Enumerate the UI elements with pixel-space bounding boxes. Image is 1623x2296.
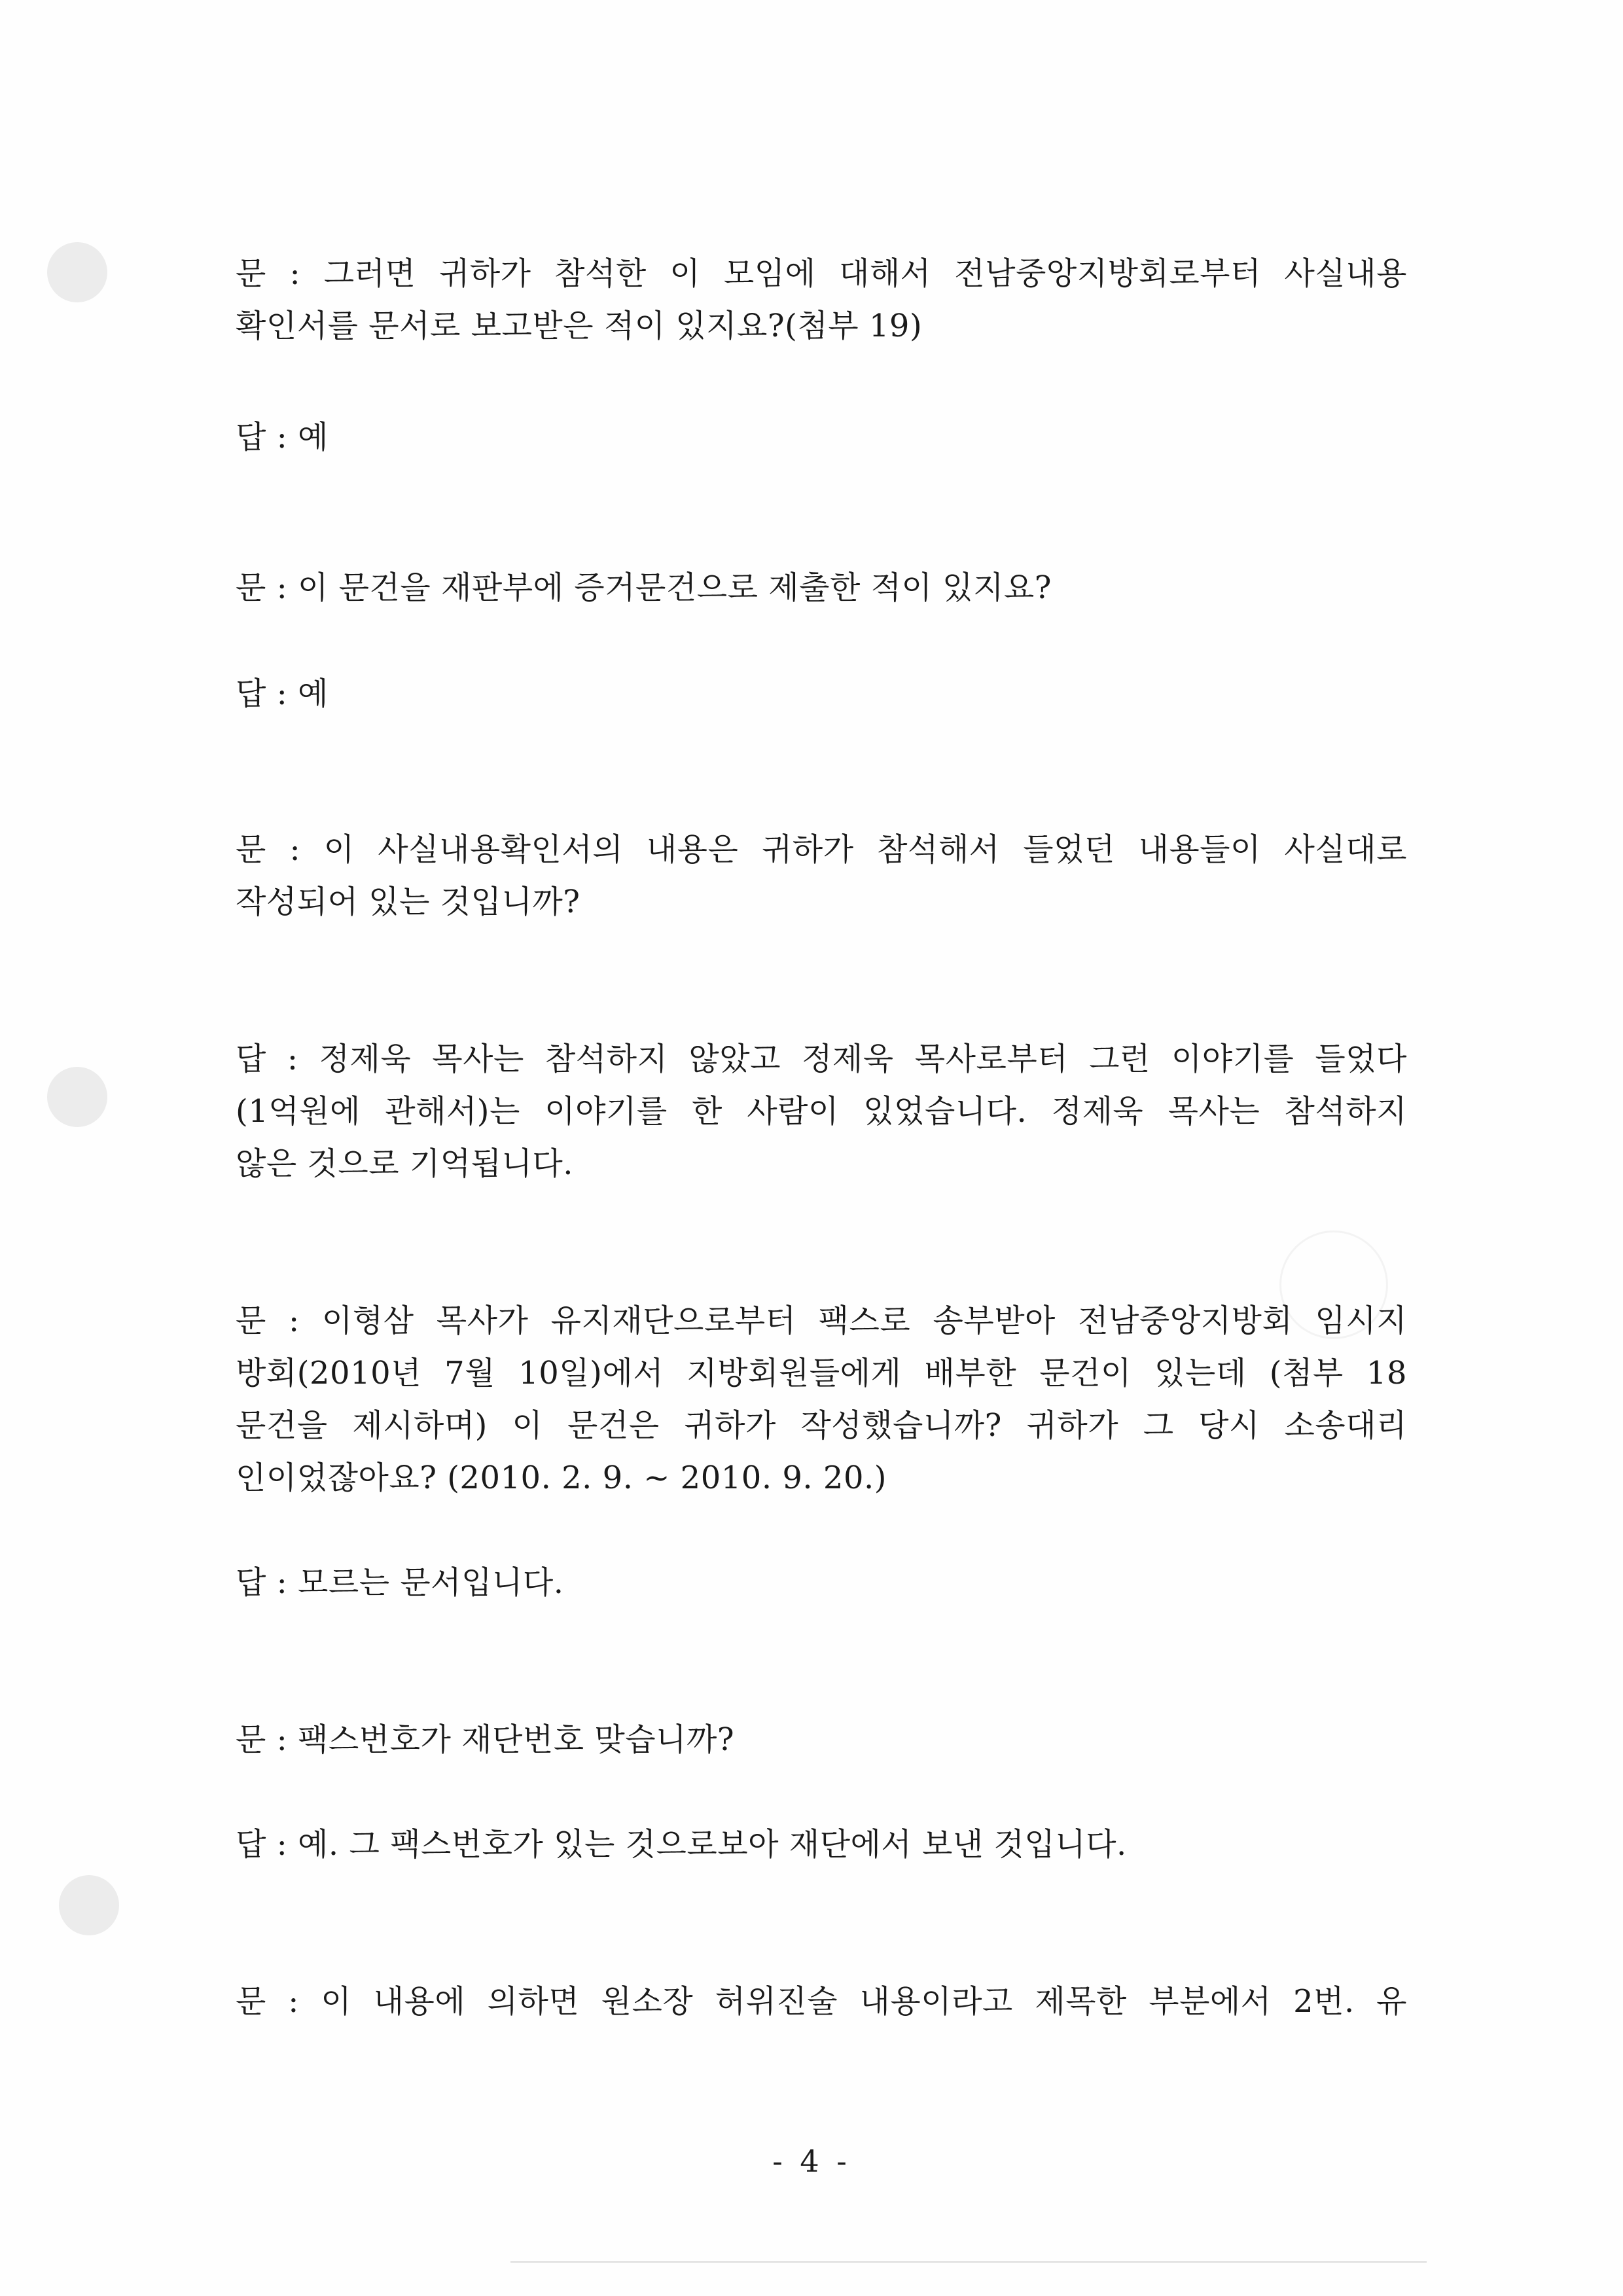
answer-line: 답 : 모르는 문서입니다. — [236, 1564, 564, 1601]
question-line: 작성되어 있는 것입니까? — [236, 884, 580, 920]
question-line: 방회(2010년 7월 10일)에서 지방회원들에게 배부한 문건이 있는데 (첨부 18 — [236, 1355, 1407, 1391]
question-line: 인이었잖아요? (2010. 2. 9. ~ 2010. 9. 20.) — [236, 1460, 887, 1496]
question-line: 문 : 이 문건을 재판부에 증거문건으로 제출한 적이 있지요? — [236, 569, 1052, 606]
punch-hole-mark — [47, 1067, 107, 1127]
punch-hole-mark — [47, 242, 107, 302]
question-line: 문 : 이형삼 목사가 유지재단으로부터 팩스로 송부받아 전남중앙지방회 임시지 — [236, 1302, 1407, 1339]
question-line: 문 : 이 사실내용확인서의 내용은 귀하가 참석해서 들었던 내용들이 사실대로 — [236, 831, 1407, 868]
punch-hole-mark — [59, 1875, 119, 1935]
answer-line: 답 : 예. 그 팩스번호가 있는 것으로보아 재단에서 보낸 것입니다. — [236, 1826, 1127, 1863]
answer-line: 답 : 예 — [236, 419, 329, 456]
answer-line: (1억원에 관해서)는 이야기를 한 사람이 있었습니다. 정제욱 목사는 참석하지 — [236, 1093, 1407, 1130]
answer-line: 답 : 정제욱 목사는 참석하지 않았고 정제욱 목사로부터 그런 이야기를 들었다 — [236, 1041, 1407, 1077]
answer-line: 않은 것으로 기억됩니다. — [236, 1145, 573, 1182]
answer-line: 답 : 예 — [236, 675, 329, 712]
question-line: 문건을 제시하며) 이 문건은 귀하가 작성했습니까? 귀하가 그 당시 소송대리 — [236, 1407, 1407, 1444]
question-line: 문 : 팩스번호가 재단번호 맞습니까? — [236, 1721, 735, 1758]
question-line: 문 : 이 내용에 의하면 원소장 허위진술 내용이라고 제목한 부분에서 2번. 유 — [236, 1983, 1407, 2020]
question-line: 문 : 그러면 귀하가 참석한 이 모임에 대해서 전남중앙지방회로부터 사실내용 — [236, 255, 1407, 292]
question-line: 확인서를 문서로 보고받은 적이 있지요?(첨부 19) — [236, 308, 923, 344]
page-number: - 4 - — [772, 2144, 851, 2179]
scan-edge-line — [510, 2261, 1427, 2263]
